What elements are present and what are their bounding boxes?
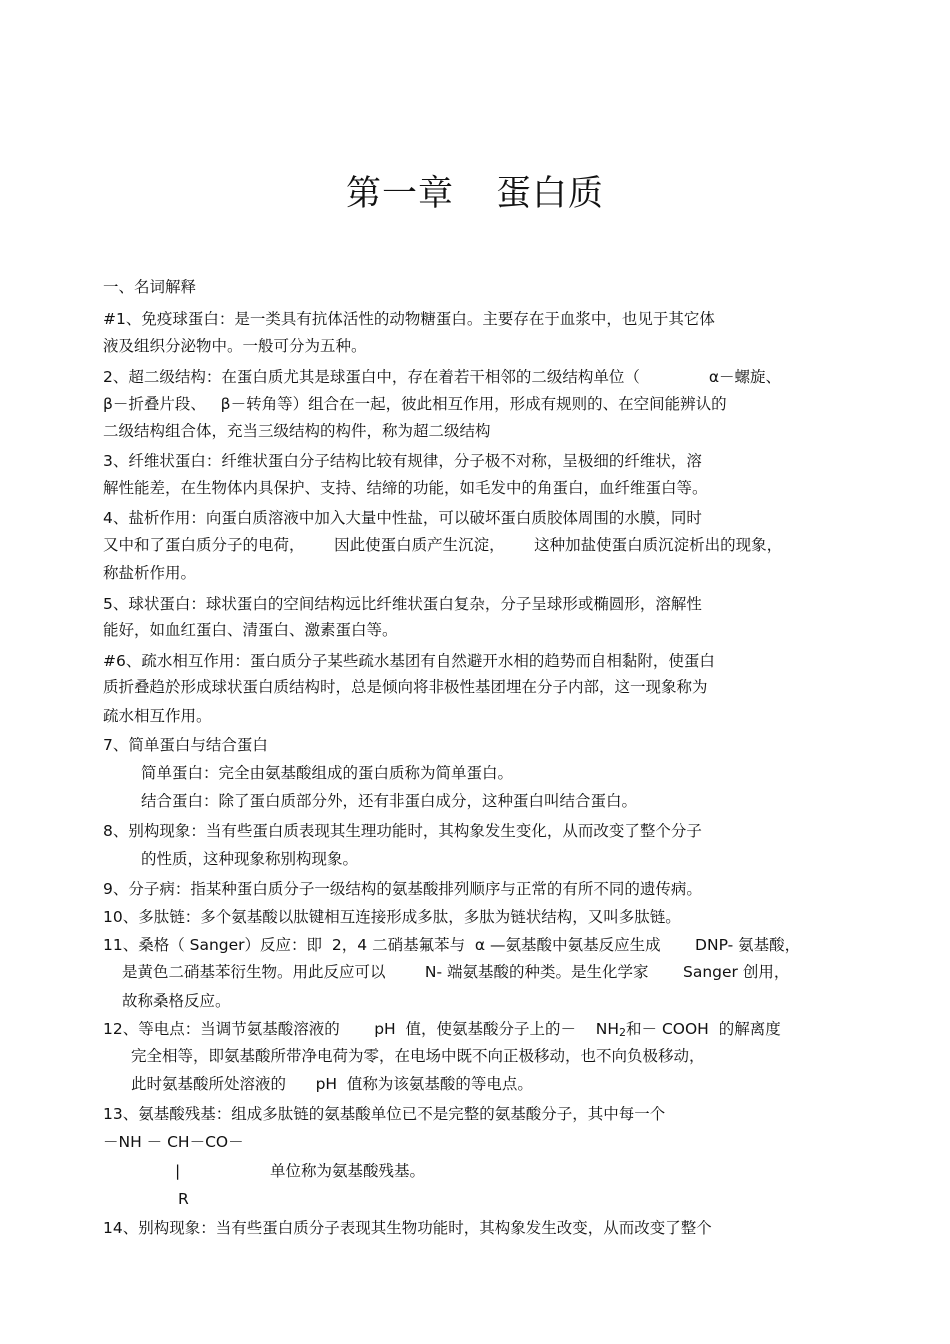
- text-line: 5、球状蛋白：球状蛋白的空间结构远比纤维状蛋白复杂，分子呈球形或椭圆形，溶解性: [103, 595, 702, 613]
- text-line-part: 和－ COOH 的解离度: [626, 1020, 781, 1038]
- subscript: 2: [619, 1026, 627, 1039]
- formula-r-group: R: [178, 1190, 189, 1208]
- text-line: β－折叠片段、 β－转角等）组合在一起，彼此相互作用，形成有规则的、在空间能辨认的: [103, 395, 727, 413]
- text-line: 液及组织分泌物中。一般可分为五种。: [103, 337, 367, 355]
- text-line-part: 12、等电点：当调节氨基酸溶液的 pH 值，使氨基酸分子上的－ NH: [103, 1020, 620, 1038]
- text-line: 结合蛋白：除了蛋白质部分外，还有非蛋白成分，这种蛋白叫结合蛋白。: [141, 792, 638, 810]
- text-line: #6、疏水相互作用：蛋白质分子某些疏水基团有自然避开水相的趋势而自相黏附，使蛋白: [103, 652, 715, 670]
- section-heading: 一、名词解释: [103, 278, 197, 296]
- text-line: 4、盐析作用：向蛋白质溶液中加入大量中性盐，可以破坏蛋白质胶体周围的水膜，同时: [103, 509, 702, 527]
- text-line: 此时氨基酸所处溶液的 pH 值称为该氨基酸的等电点。: [131, 1075, 533, 1093]
- text-line: 简单蛋白：完全由氨基酸组成的蛋白质称为简单蛋白。: [141, 764, 514, 782]
- text-line: 14、别构现象：当有些蛋白质分子表现其生物功能时，其构象发生改变，从而改变了整个: [103, 1219, 712, 1237]
- text-line: 的性质，这种现象称别构现象。: [141, 850, 359, 868]
- text-line: 11、桑格（ Sanger）反应：即 2，4 二硝基氟苯与 α —氨基酸中氨基反应生成 DNP- 氨基酸，: [103, 936, 801, 954]
- text-line: 10、多肽链：多个氨基酸以肽键相互连接形成多肽，多肽为链状结构，又叫多肽链。: [103, 908, 681, 926]
- text-line: [103, 1019, 781, 1043]
- residue-formula: －NH － CH－CO－: [103, 1133, 244, 1151]
- chapter-number: 第一章: [345, 174, 454, 214]
- text-line: 疏水相互作用。: [103, 707, 212, 725]
- text-line: 二级结构组合体，充当三级结构的构件，称为超二级结构: [103, 422, 491, 440]
- text-line: 称盐析作用。: [103, 564, 197, 582]
- text-line: 8、别构现象：当有些蛋白质表现其生理功能时，其构象发生变化，从而改变了整个分子: [103, 822, 702, 840]
- formula-bond: |: [175, 1162, 181, 1180]
- page-title: [0, 166, 950, 216]
- text-line: 单位称为氨基酸残基。: [270, 1162, 426, 1180]
- text-line: 7、简单蛋白与结合蛋白: [103, 736, 268, 754]
- text-line: 3、纤维状蛋白：纤维状蛋白分子结构比较有规律，分子极不对称，呈极细的纤维状，溶: [103, 452, 702, 470]
- text-line: 能好，如血红蛋白、清蛋白、激素蛋白等。: [103, 621, 398, 639]
- chapter-name: 蛋白质: [496, 174, 605, 214]
- text-line: 9、分子病：指某种蛋白质分子一级结构的氨基酸排列顺序与正常的有所不同的遗传病。: [103, 880, 702, 898]
- text-line: #1、免疫球蛋白：是一类具有抗体活性的动物糖蛋白。主要存在于血浆中，也见于其它体: [103, 310, 715, 328]
- text-line: 又中和了蛋白质分子的电荷， 因此使蛋白质产生沉淀， 这种加盐使蛋白质沉淀析出的现象，: [103, 536, 783, 554]
- text-line: 故称桑格反应。: [122, 992, 231, 1010]
- text-line: 完全相等，即氨基酸所带净电荷为零，在电场中既不向正极移动，也不向负极移动，: [131, 1047, 705, 1065]
- text-line: 是黄色二硝基苯衍生物。用此反应可以 N- 端氨基酸的种类。是生化学家 Sanger 创用，: [122, 963, 790, 981]
- text-line: 解性能差，在生物体内具保护、支持、结缔的功能，如毛发中的角蛋白，血纤维蛋白等。: [103, 479, 708, 497]
- text-line: 13、氨基酸残基：组成多肽链的氨基酸单位已不是完整的氨基酸分子，其中每一个: [103, 1105, 666, 1123]
- text-line: 质折叠趋於形成球状蛋白质结构时，总是倾向将非极性基团埋在分子内部，这一现象称为: [103, 678, 708, 696]
- text-line: 2、超二级结构：在蛋白质尤其是球蛋白中，存在着若干相邻的二级结构单位（ α－螺旋、: [103, 368, 782, 386]
